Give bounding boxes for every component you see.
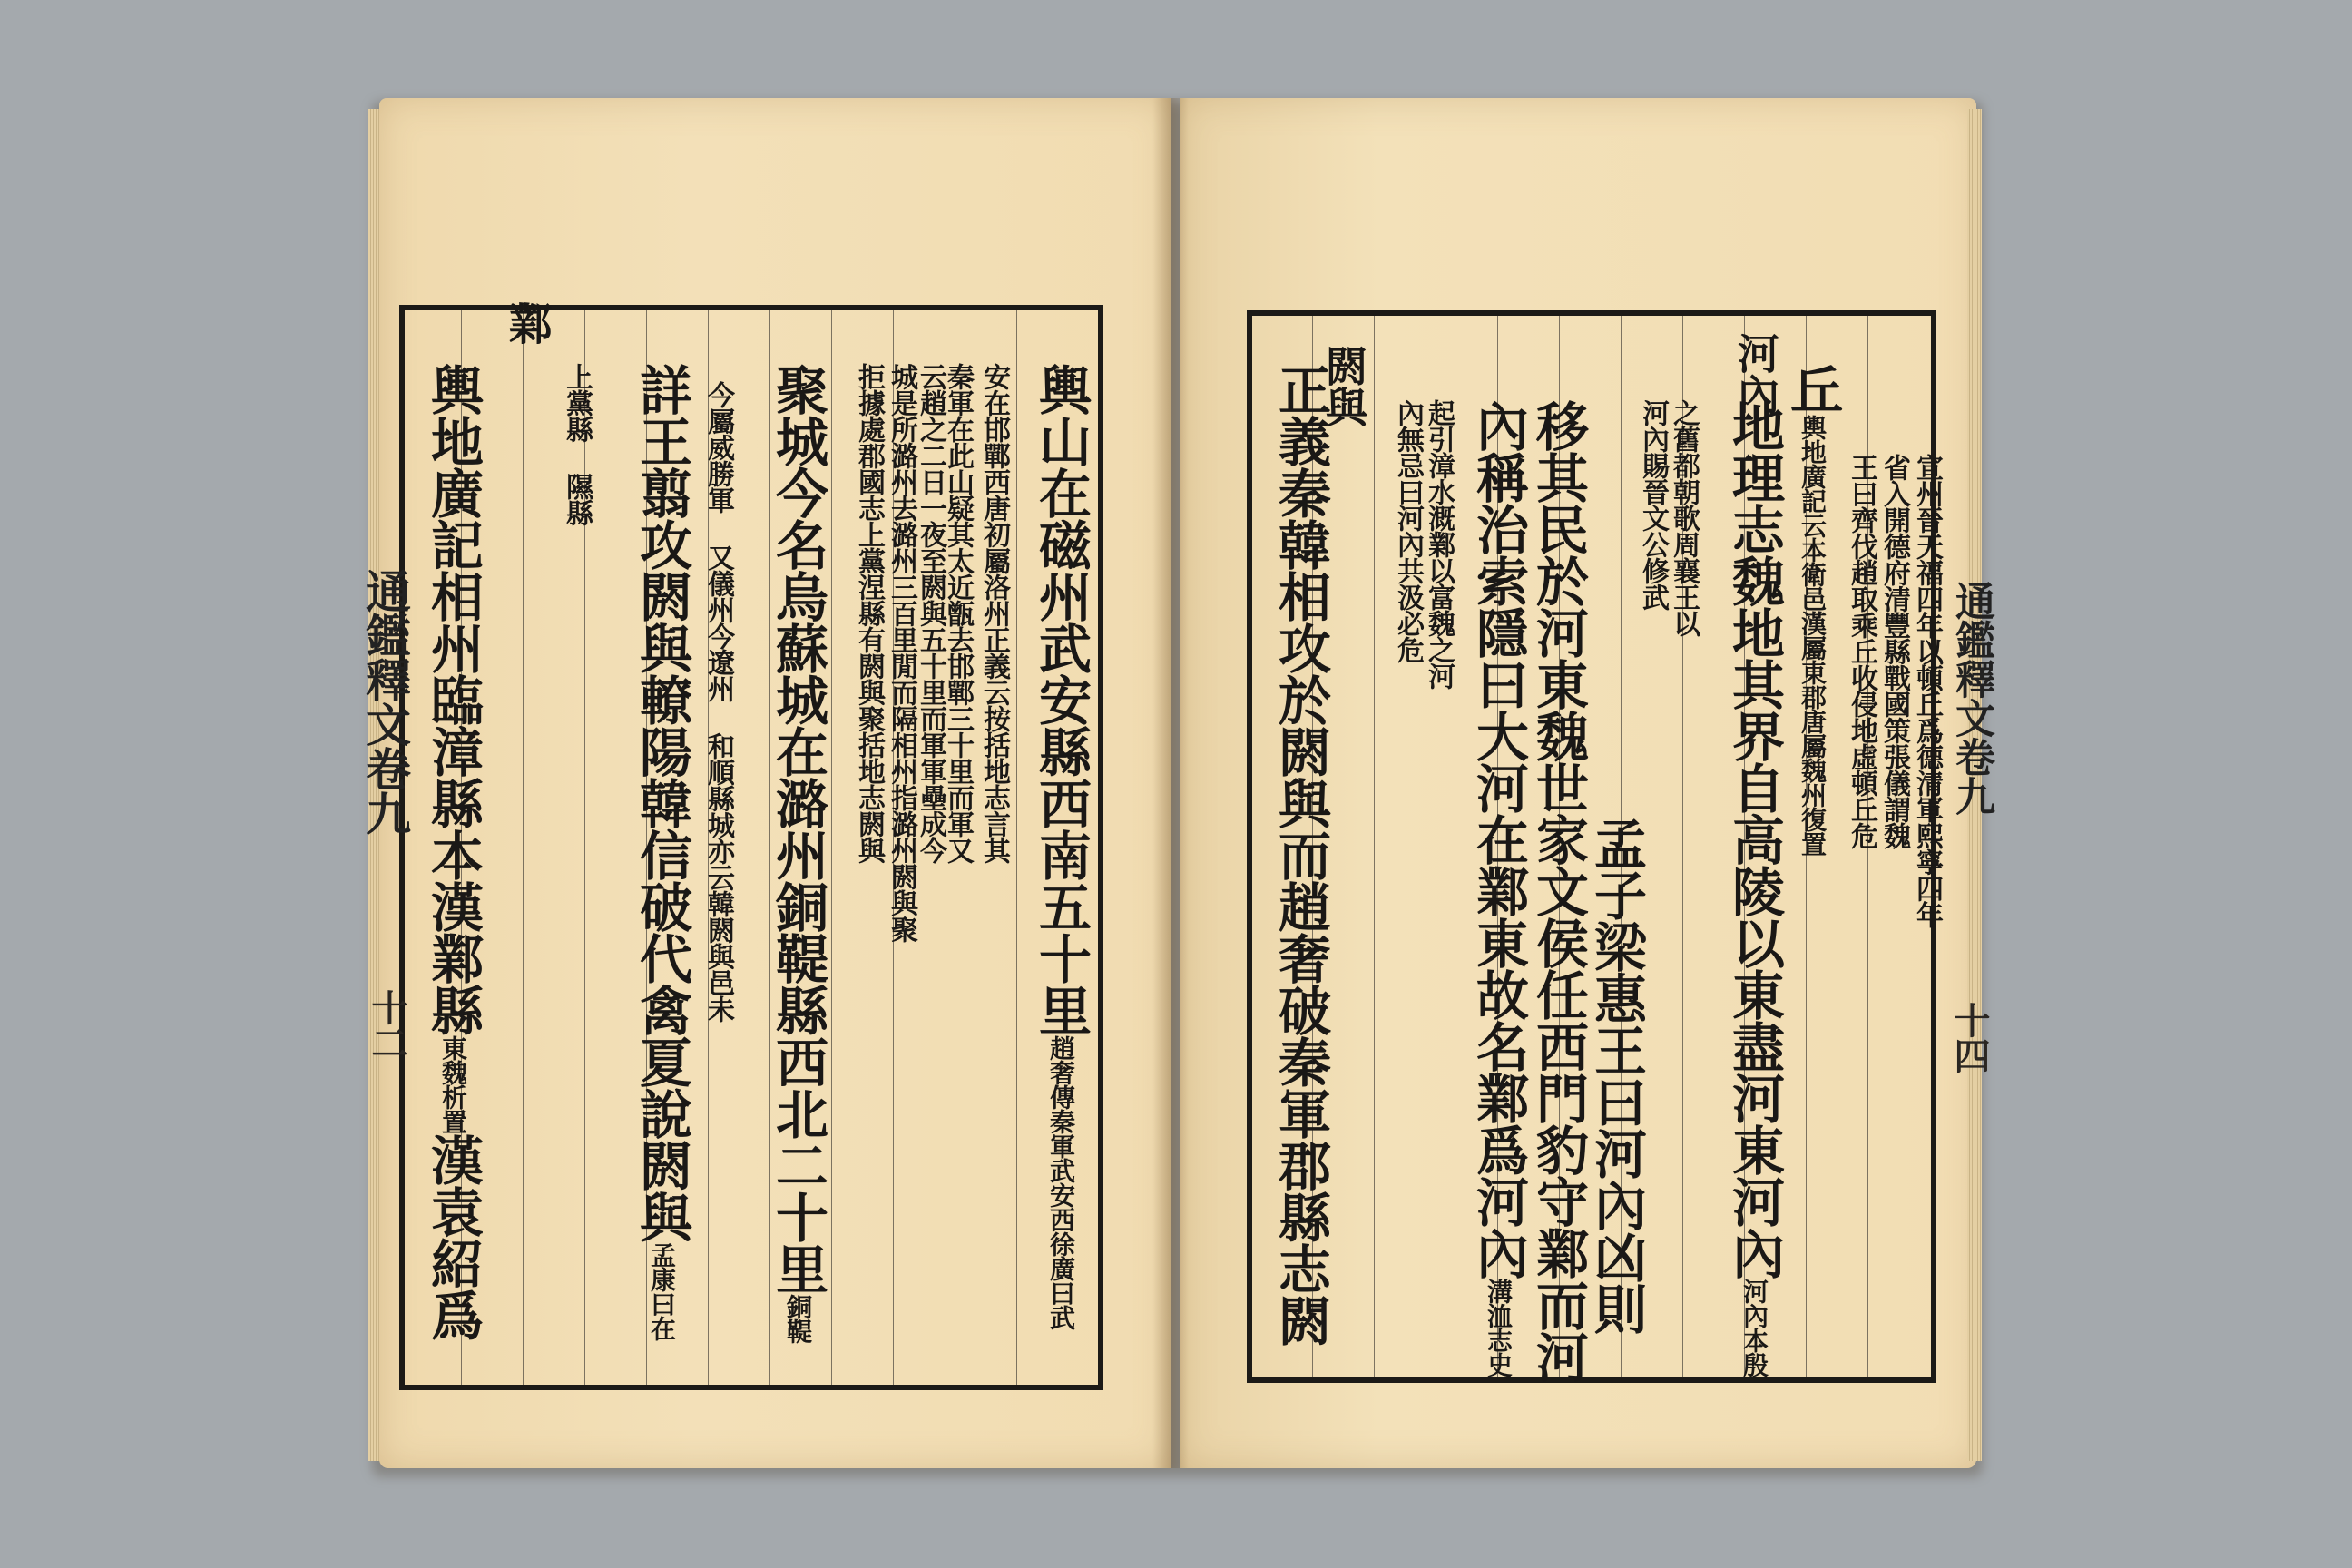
- right-col-9: 移其民於河東魏世家文侯任西門豹守鄴而河: [1527, 399, 1589, 1382]
- left-col-3: 秦軍在此山疑其太近甑去邯鄲三十里而軍又: [942, 363, 974, 863]
- left-folio: 十二: [366, 989, 408, 1060]
- left-col-8: 今屬威勝軍 又儀州今遼州 和順縣城亦云韓閼與邑未: [702, 381, 734, 1022]
- right-heading-eyu: 閼與: [1319, 345, 1368, 426]
- left-margin-title: 通鑑釋文卷九: [358, 568, 412, 835]
- right-col-11: 起引漳水溉鄴以富魏之河: [1423, 399, 1455, 689]
- right-col-2: 省入開德府清豐縣戰國策張儀謂魏: [1878, 454, 1910, 848]
- right-col-13: 正義秦韓相攻於閼與而趙奢破秦軍郡縣志閼: [1269, 363, 1331, 1346]
- right-col-5: 地理志魏地其界自高陵以東盡河東河內河內本殷: [1723, 399, 1785, 1377]
- right-folio: 十四: [1948, 1002, 1991, 1073]
- right-col-10: 內稱治索隱曰大河在鄴東故名鄴爲河內溝洫志史: [1467, 399, 1529, 1377]
- right-col-12: 內無忌曰河內共汲必危: [1392, 399, 1424, 662]
- right-col-7: 河內賜晉文公修武: [1637, 399, 1669, 610]
- left-col-6: 拒據處郡國志上黨涅縣有閼與聚括地志閼與: [853, 363, 885, 863]
- left-col-4: 云趙之二日一夜至閼與五十里而軍軍壘成今: [915, 363, 946, 863]
- left-col-10: 詳王翦攻閼與轑陽韓信破代禽夏說閼與孟康曰在: [631, 363, 692, 1340]
- right-col-1: 王曰齊伐趙取乘丘收侵地虛頓丘危: [1846, 454, 1877, 848]
- right-margin-title: 通鑑釋文卷九: [1948, 581, 1994, 815]
- right-col-6: 之舊都朝歌周襄王以: [1668, 399, 1700, 636]
- left-col-11: 輿地廣記相州臨漳縣本漢鄴縣東魏析置漢袁紹爲: [422, 363, 484, 1340]
- right-heading-henei: 河內: [1731, 332, 1780, 414]
- left-heading: 鄴: [501, 301, 552, 344]
- left-col-2: 安在邯鄲西唐初屬洛州正義云按括地志言其: [978, 363, 1010, 863]
- right-col-4: 丘輿地廣記云本衛邑漢屬東郡唐屬魏州復置: [1781, 363, 1843, 856]
- left-col-7: 聚城今名烏蘇城在潞州銅鞮縣西北二十里銅鞮: [767, 363, 828, 1343]
- left-col-5: 城是所潞州去潞州三百里閒而隔相州指潞州閼與聚: [886, 363, 917, 942]
- left-col-9: 上黨縣 隰縣: [561, 363, 593, 525]
- right-col-8: 孟子梁惠王曰河內凶則: [1585, 817, 1647, 1334]
- right-col-3: 宣州晉天福四年以頓丘爲德清軍熙寧四年: [1911, 454, 1943, 927]
- left-col-1: 輿山在磁州武安縣西南五十里趙奢傳秦軍武安西徐廣曰武: [1030, 363, 1092, 1329]
- book-gutter: [1152, 98, 1189, 1468]
